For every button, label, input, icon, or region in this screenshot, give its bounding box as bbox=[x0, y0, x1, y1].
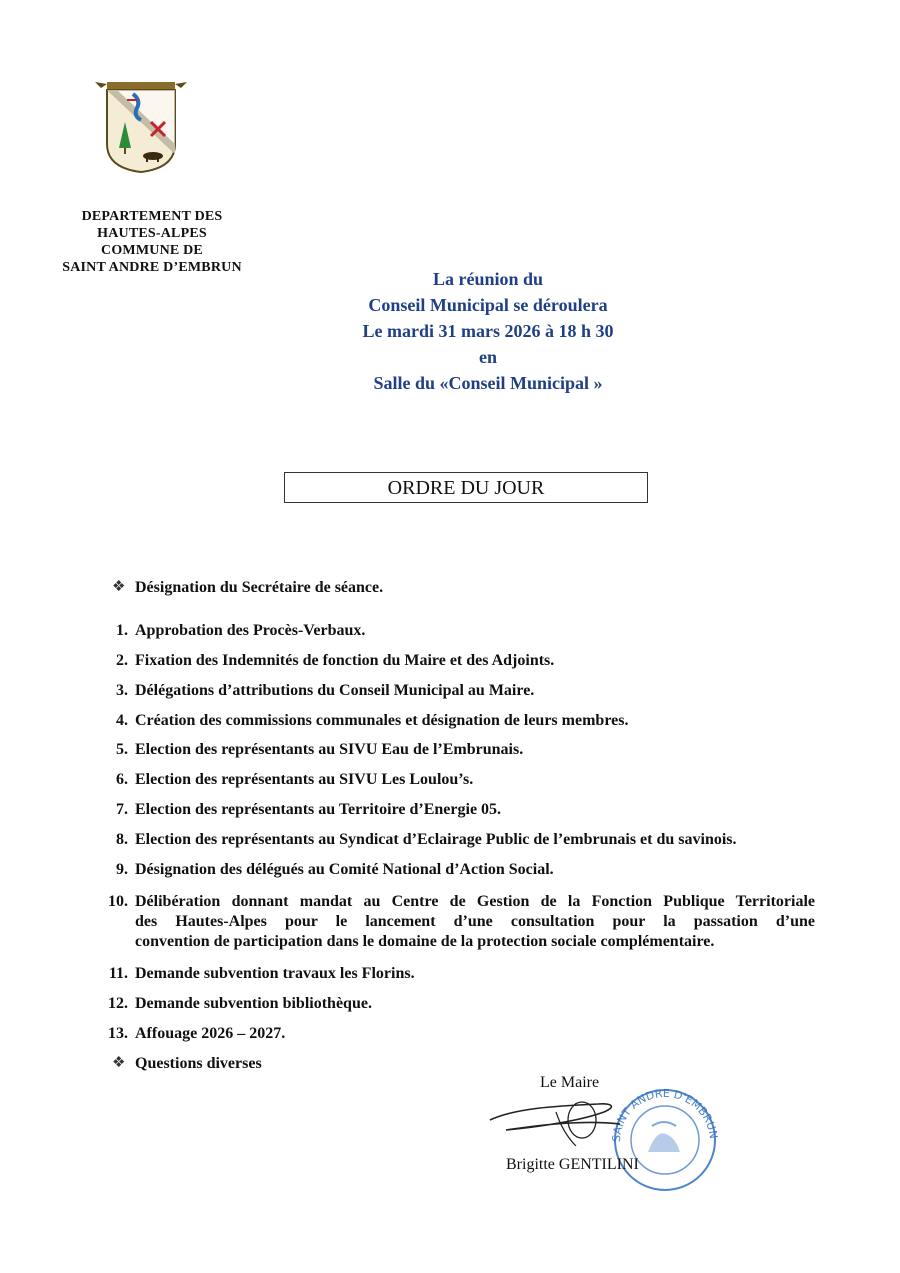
agenda-list: ❖ Désignation du Secrétaire de séance. 1. Approbation des Procès-Verbaux. 2. Fixation des Indemnités de fonction du Maire et des Adjoints. 3. Délégations d’attributions du Conseil Municipal au Maire. 4. Création des commissions communales et désignation de leurs membres. 5. Election des représentants au SIVU Eau de l’Embrunais. 6. Election des représentants au SIVU Les Loulou’s. 7. Election des représentants au Territoire d’Energie 05. 8. Election des représentants au Syndicat d’Eclairage Public de l’embrunais et du savinois. 9. Désignation des délégués au Comité National d’Action Social. 10. Délibération donnant mandat au Centre de Gestion de la Fonction Publique Territoriale des Hautes-Alpes pour le lancement d’une consultation pour la passation d’une convention de participation dans le domaine de la protection sociale complémentaire. 11. Demande subvention travaux les Florins. 12. Demande subvention bibliothèque. 13. Affouage 2026 – 2027. ❖ Questions diverses bbox=[108, 579, 815, 1072]
dept-line: DEPARTEMENT DES bbox=[81, 209, 223, 224]
dept-line: SAINT ANDRE D’EMBRUN bbox=[62, 260, 242, 275]
list-item-multiline: Délibération donnant mandat au Centre de Gestion de la Fonction Publique Territoriale des Hautes-Alpes pour le lancement d’une consultation pour la passation d’une convention de participation dans le domaine de la protection sociale complémentaire. bbox=[135, 893, 815, 950]
agenda-title: ORDRE DU JOUR bbox=[284, 472, 648, 503]
diamond-bullet-icon: ❖ bbox=[112, 579, 126, 595]
announce-line: Salle du «Conseil Municipal » bbox=[373, 373, 603, 393]
handwritten-signature bbox=[486, 1090, 626, 1150]
announce-line: Conseil Municipal se déroulera bbox=[368, 295, 608, 315]
dept-line: COMMUNE DE bbox=[101, 243, 203, 258]
dept-line: HAUTES-ALPES bbox=[97, 226, 207, 241]
diamond-bullet-icon: ❖ bbox=[112, 1055, 126, 1071]
svg-text:SAINT ANDRE D'EMBRUN: SAINT ANDRE D'EMBRUN bbox=[609, 1086, 720, 1143]
announce-line: Le mardi 31 mars 2026 à 18 h 30 bbox=[362, 321, 614, 341]
signer-title: Le Maire bbox=[540, 1074, 600, 1091]
announce-line: en bbox=[479, 347, 497, 367]
announce-line: La réunion du bbox=[432, 269, 544, 289]
signer-name: Brigitte GENTILINI bbox=[506, 1156, 639, 1173]
